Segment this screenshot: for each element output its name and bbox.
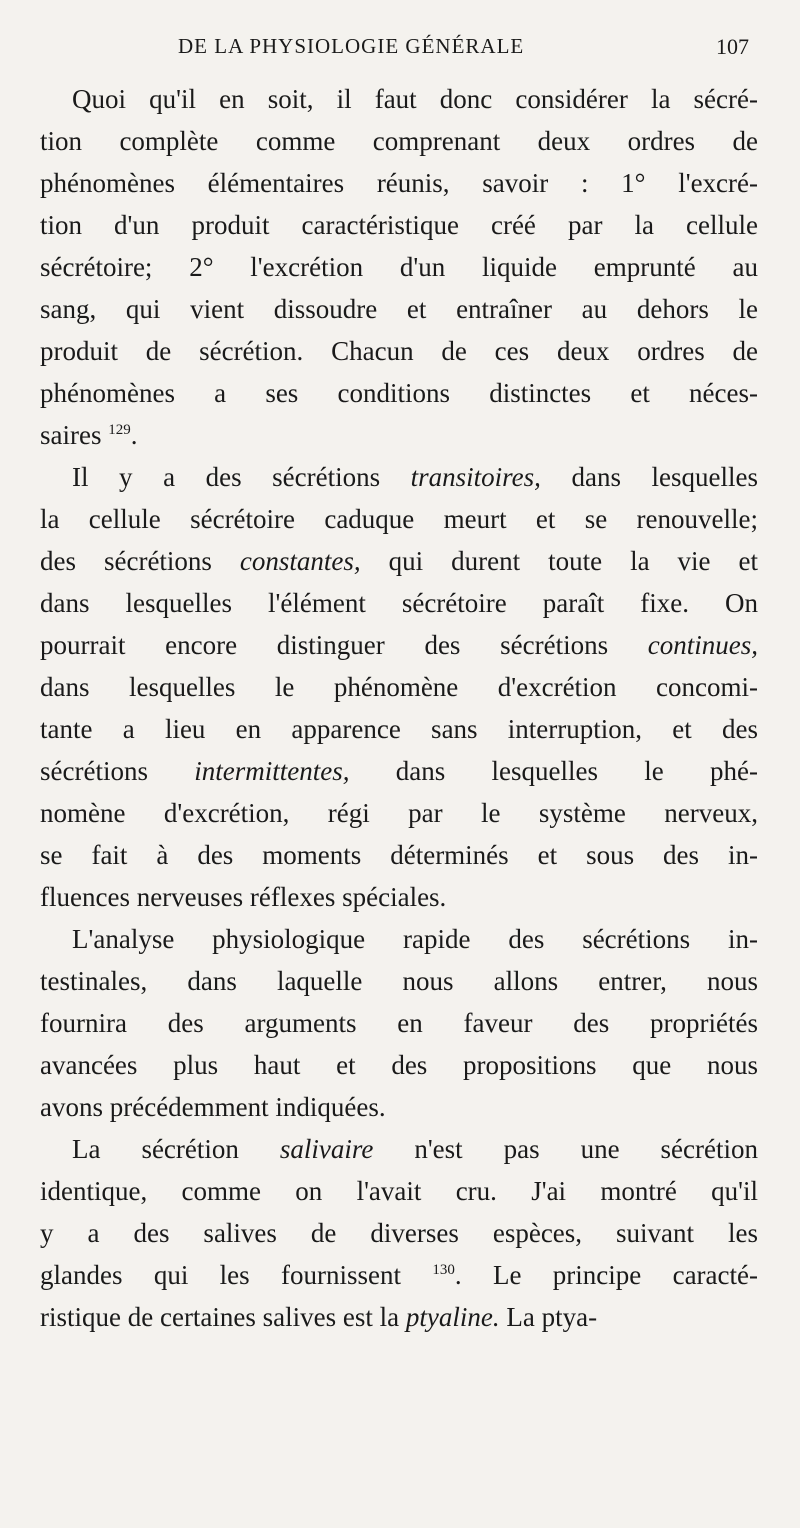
text-line	[40, 288, 758, 330]
footnote-ref: 129	[108, 422, 131, 438]
text-line	[40, 204, 758, 246]
italic-term: ptyaline.	[405, 1302, 500, 1332]
text-segment: dans lesquelles le phé-	[349, 756, 758, 786]
text-line	[40, 1128, 758, 1170]
italic-term: transitoires,	[410, 462, 541, 492]
text-segment: testinales, dans laquelle nous allons entrer, nous	[40, 966, 758, 996]
paragraph	[40, 78, 758, 456]
text-segment: identique, comme on l'avait cru. J'ai montré qu'il	[40, 1176, 758, 1206]
text-line	[40, 1170, 758, 1212]
text-segment: dans lesquelles le phénomène d'excrétion concomi-	[40, 672, 758, 702]
page-number: 107	[716, 34, 749, 59]
italic-term: continues,	[647, 630, 758, 660]
text-line	[40, 792, 758, 834]
paragraph	[40, 456, 758, 918]
text-line	[40, 498, 758, 540]
text-segment: dans lesquelles	[540, 462, 758, 492]
text-segment: qui durent toute la vie et	[360, 546, 758, 576]
text-segment: avancées plus haut et des propositions que nous	[40, 1050, 758, 1080]
italic-term: intermittentes,	[194, 756, 350, 786]
text-line	[40, 876, 758, 918]
running-head: DE LA PHYSIOLOGIE GÉNÉRALE	[178, 34, 525, 58]
text-line	[40, 960, 758, 1002]
text-segment: La ptya-	[499, 1302, 598, 1332]
text-line	[40, 918, 758, 960]
text-segment: se fait à des moments déterminés et sous des in-	[40, 840, 758, 870]
text-segment: sécrétions	[40, 756, 195, 786]
text-line	[40, 1044, 758, 1086]
text-segment: phénomènes a ses conditions distinctes et néces-	[40, 378, 758, 408]
text-segment: produit de sécrétion. Chacun de ces deux ordres de	[40, 336, 758, 366]
text-line	[40, 1254, 758, 1296]
text-line	[40, 330, 758, 372]
footnote-ref: 130	[432, 1262, 455, 1278]
text-line	[40, 372, 758, 414]
text-line	[40, 666, 758, 708]
text-line	[40, 540, 758, 582]
text-line	[40, 582, 758, 624]
text-line	[40, 456, 758, 498]
text-segment: n'est pas une sécrétion	[373, 1134, 758, 1164]
text-segment: saires	[40, 420, 109, 450]
text-segment: phénomènes élémentaires réunis, savoir : 1° l'excré-	[40, 168, 758, 198]
text-line	[40, 624, 758, 666]
text-segment: la cellule sécrétoire caduque meurt et se renouvelle;	[40, 504, 758, 534]
text-segment: y a des salives de diverses espèces, suivant les	[40, 1218, 758, 1248]
page-header	[0, 30, 800, 70]
text-segment: fournira des arguments en faveur des propriétés	[40, 1008, 758, 1038]
text-line	[40, 120, 758, 162]
text-segment: des sécrétions	[40, 546, 240, 576]
text-segment: sang, qui vient dissoudre et entraîner au dehors le	[40, 294, 758, 324]
text-segment: tion d'un produit caractéristique créé par la cellule	[40, 210, 758, 240]
text-line	[40, 78, 758, 120]
text-segment: Il y a des sécrétions	[72, 462, 411, 492]
text-line	[40, 1296, 758, 1338]
text-line	[40, 1212, 758, 1254]
text-line	[40, 162, 758, 204]
text-line	[40, 708, 758, 750]
text-segment: fluences nerveuses réflexes spéciales.	[40, 882, 447, 912]
italic-term: constantes,	[239, 546, 361, 576]
text-segment: . Le principe caracté-	[454, 1260, 758, 1290]
text-segment: sécrétoire; 2° l'excrétion d'un liquide emprunté au	[40, 252, 758, 282]
text-segment: tante a lieu en apparence sans interruption, et des	[40, 714, 758, 744]
text-segment: ristique de certaines salives est la	[40, 1302, 406, 1332]
body-text	[40, 78, 758, 1338]
text-segment: pourrait encore distinguer des sécrétions	[40, 630, 648, 660]
text-segment: glandes qui les fournissent	[40, 1260, 433, 1290]
text-segment: tion complète comme comprenant deux ordres de	[40, 126, 758, 156]
paragraph	[40, 918, 758, 1128]
text-segment: .	[130, 420, 138, 450]
text-line	[40, 246, 758, 288]
text-segment: Quoi qu'il en soit, il faut donc considérer la sécré-	[72, 84, 758, 114]
text-segment: nomène d'excrétion, régi par le système nerveux,	[40, 798, 758, 828]
text-line	[40, 1002, 758, 1044]
text-line	[40, 414, 758, 456]
text-segment: dans lesquelles l'élément sécrétoire paraît fixe. On	[40, 588, 758, 618]
text-segment: La sécrétion	[72, 1134, 280, 1164]
text-line	[40, 750, 758, 792]
text-segment: avons précédemment indiquées.	[40, 1092, 386, 1122]
text-segment: L'analyse physiologique rapide des sécrétions in-	[72, 924, 758, 954]
paragraph	[40, 1128, 758, 1338]
italic-term: salivaire	[279, 1134, 374, 1164]
text-line	[40, 834, 758, 876]
text-line	[40, 1086, 758, 1128]
